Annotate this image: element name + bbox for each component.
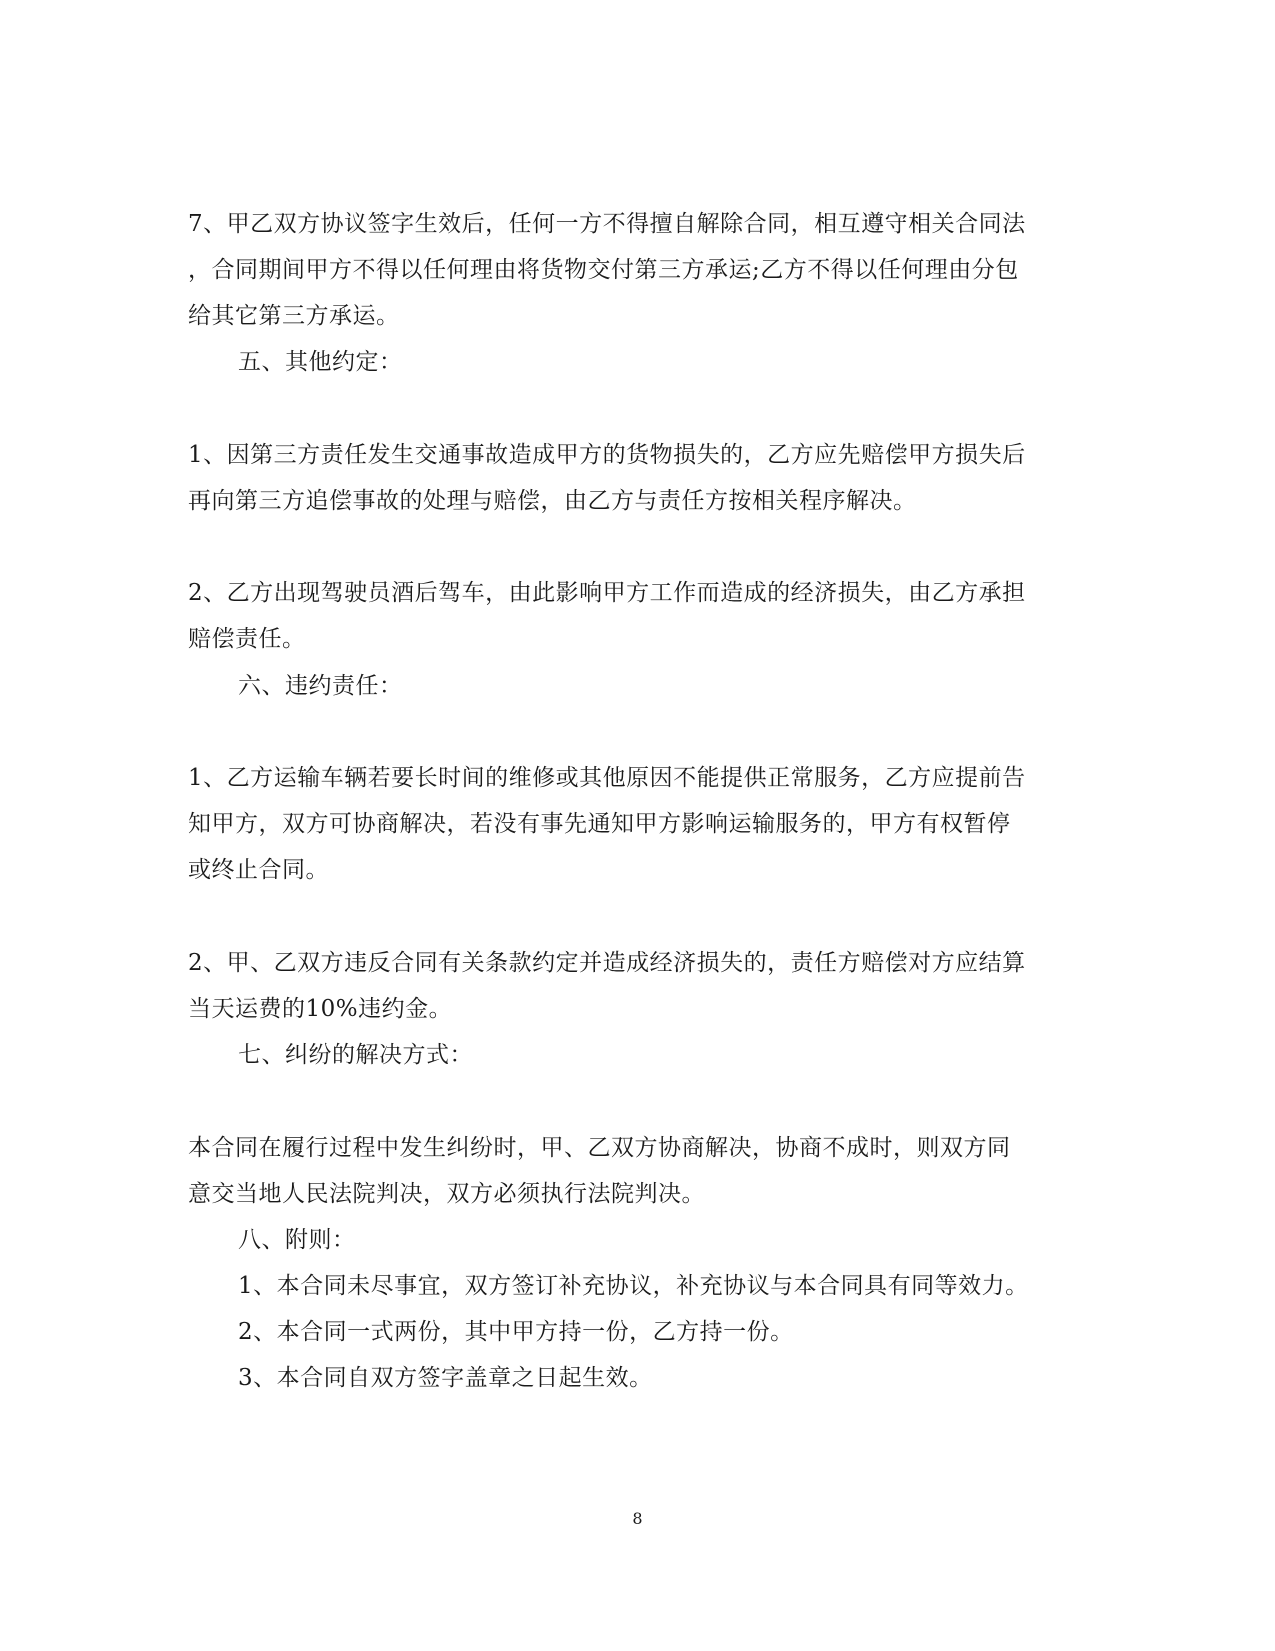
paragraph-line: 赔偿责任。: [188, 626, 306, 652]
section-heading: 七、纠纷的解决方式：: [238, 1042, 473, 1068]
paragraph-line: 知甲方，双方可协商解决，若没有事先通知甲方影响运输服务的，甲方有权暂停: [188, 811, 1011, 837]
paragraph-line: 给其它第三方承运。: [188, 303, 400, 329]
paragraph-line: 或终止合同。: [188, 857, 329, 883]
paragraph-line: ，合同期间甲方不得以任何理由将货物交付第三方承运;乙方不得以任何理由分包: [188, 257, 1019, 283]
paragraph-line: 1、乙方运输车辆若要长时间的维修或其他原因不能提供正常服务，乙方应提前告: [188, 765, 1026, 791]
page-number: 8: [632, 1509, 643, 1528]
paragraph-line: 意交当地人民法院判决，双方必须执行法院判决。: [188, 1181, 705, 1207]
paragraph-line: 1、因第三方责任发生交通事故造成甲方的货物损失的，乙方应先赔偿甲方损失后: [188, 442, 1026, 468]
list-item: 2、本合同一式两份，其中甲方持一份，乙方持一份。: [238, 1319, 794, 1345]
list-item: 1、本合同未尽事宜，双方签订补充协议，补充协议与本合同具有同等效力。: [238, 1273, 1029, 1299]
section-heading: 八、附则：: [238, 1227, 356, 1253]
paragraph-line: 2、乙方出现驾驶员酒后驾车，由此影响甲方工作而造成的经济损失，由乙方承担: [188, 580, 1026, 606]
section-heading: 六、违约责任：: [238, 673, 403, 699]
paragraph-line: 当天运费的10%违约金。: [188, 996, 453, 1022]
section-heading: 五、其他约定：: [238, 349, 403, 375]
paragraph-line: 再向第三方追偿事故的处理与赔偿，由乙方与责任方按相关程序解决。: [188, 488, 917, 514]
paragraph-line: 2、甲、乙双方违反合同有关条款约定并造成经济损失的，责任方赔偿对方应结算: [188, 950, 1026, 976]
paragraph-line: 本合同在履行过程中发生纠纷时，甲、乙双方协商解决，协商不成时，则双方同: [188, 1135, 1011, 1161]
list-item: 3、本合同自双方签字盖章之日起生效。: [238, 1365, 653, 1391]
paragraph-line: 7、甲乙双方协议签字生效后，任何一方不得擅自解除合同，相互遵守相关合同法: [188, 211, 1026, 237]
